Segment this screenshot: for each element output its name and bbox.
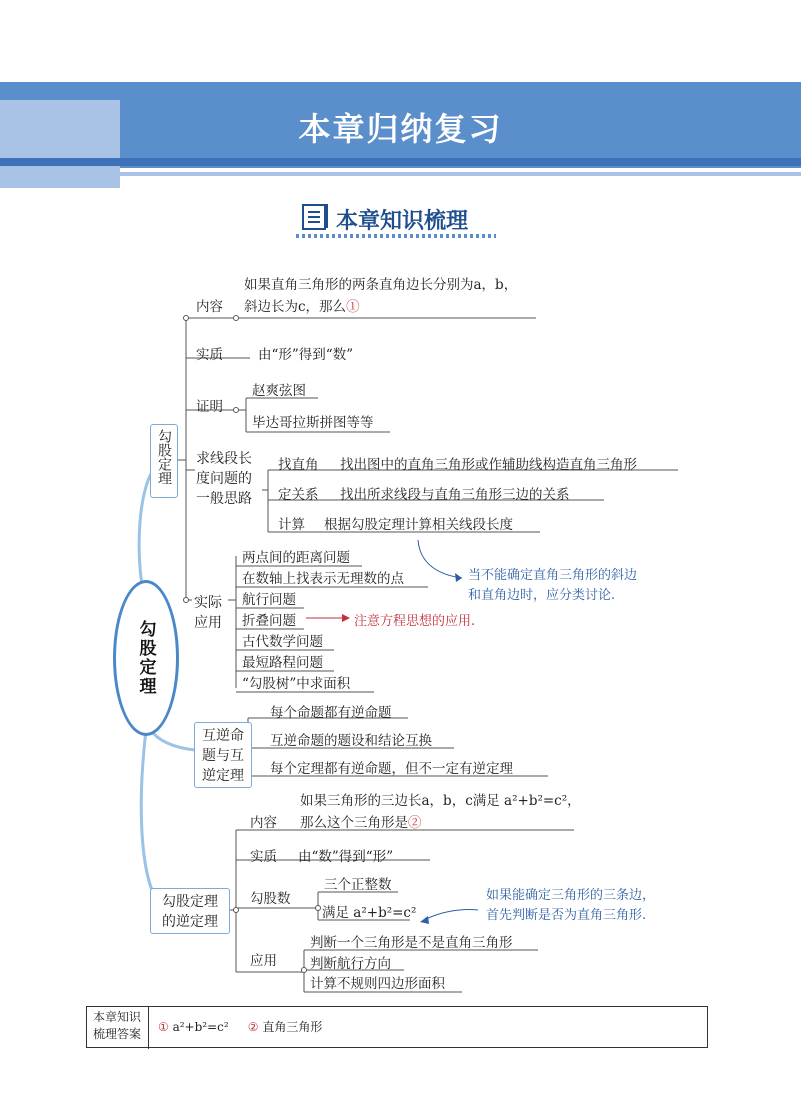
branch2-item: 每个命题都有逆命题	[270, 705, 392, 721]
root-node	[113, 580, 179, 736]
triples-label: 勾股数	[250, 891, 291, 907]
converse-application-item: 计算不规则四边形面积	[310, 976, 445, 992]
converse-application-item: 判断一个三角形是不是直角三角形	[310, 935, 513, 951]
blank-1-marker: ①	[346, 299, 360, 315]
branch1-box	[150, 424, 178, 498]
application-label-line: 实际	[194, 595, 222, 611]
note-classify	[468, 566, 637, 606]
application-item: 航行问题	[242, 592, 296, 608]
answer-label-line: 本章知识	[92, 1010, 141, 1024]
answer-2: 直角三角形	[262, 1020, 323, 1034]
converse-essence-text: 由“数”得到“形”	[298, 849, 394, 865]
note-equation: 注意方程思想的应用.	[354, 614, 476, 629]
method-step-key: 定关系	[278, 487, 319, 503]
branch3-label-line: 勾股定理	[162, 894, 218, 910]
triples-item: 三个正整数	[324, 877, 392, 893]
application-item: 在数轴上找表示无理数的点	[242, 571, 404, 587]
method-step-key: 找直角	[278, 457, 319, 473]
note-line: 和直角边时，应分类讨论.	[468, 588, 616, 603]
answer-2-marker: ②	[247, 1020, 259, 1034]
answer-label-line: 梳理答案	[92, 1027, 141, 1041]
section-title: 本章知识梳理	[336, 209, 469, 234]
converse-content-label: 内容	[250, 815, 277, 831]
method-label-line: 一般思路	[196, 491, 252, 507]
converse-application-item: 判断航行方向	[310, 956, 391, 972]
application-item: 最短路程问题	[242, 655, 323, 671]
application-item: 古代数学问题	[242, 634, 323, 650]
converse-application-label: 应用	[250, 953, 277, 969]
answer-1: a²+b²=c²	[172, 1020, 229, 1034]
blank-2-marker: ②	[408, 815, 422, 831]
branch2-label-line: 互逆命	[202, 728, 244, 744]
answer-label	[86, 1006, 149, 1049]
branch2-item: 每个定理都有逆命题，但不一定有逆定理	[270, 761, 513, 777]
proof-label: 证明	[196, 399, 223, 415]
branch3-box	[150, 888, 230, 934]
method-step-value: 找出图中的直角三角形或作辅助线构造直角三角形	[340, 457, 637, 473]
branch2-item: 互逆命题的题设和结论互换	[270, 733, 432, 749]
note-line: 首先判断是否为直角三角形.	[486, 908, 647, 923]
triples-item: 满足 a²+b²=c²	[322, 905, 417, 921]
application-label-line: 应用	[194, 615, 222, 631]
note-line: 当不能确定直角三角形的斜边	[468, 568, 638, 583]
content-line1: 如果直角三角形的两条直角边长分别为a，b，	[244, 277, 518, 293]
content-line2: 斜边长为c，那么	[244, 299, 347, 315]
essence-label: 实质	[196, 347, 223, 363]
branch2-box	[194, 722, 252, 788]
root-label: 勾股定理	[135, 620, 156, 696]
essence-text: 由“形”得到“数”	[258, 347, 354, 363]
proof-item: 赵爽弦图	[252, 383, 306, 399]
note-right-triangle	[486, 886, 655, 926]
answers	[158, 1018, 322, 1035]
method-label-line: 求线段长	[196, 451, 252, 467]
answer-1-marker: ①	[158, 1020, 169, 1034]
chapter-title: 本章归纳复习	[298, 110, 503, 148]
converse-content-line1: 如果三角形的三边长a，b，c满足 a²+b²=c²，	[300, 793, 581, 809]
method-step-value: 找出所求线段与直角三角形三边的关系	[340, 487, 570, 503]
branch2-label-line: 题与互	[202, 748, 244, 764]
application-item: 两点间的距离问题	[242, 550, 350, 566]
converse-content-line2: 那么这个三角形是	[300, 815, 408, 831]
method-label	[196, 448, 252, 508]
method-step-value: 根据勾股定理计算相关线段长度	[324, 517, 513, 533]
branch2-label-line: 逆定理	[202, 768, 244, 784]
converse-essence-label: 实质	[250, 849, 277, 865]
branch1-label: 勾股定理	[156, 429, 172, 485]
method-step-key: 计算	[278, 517, 305, 533]
application-item: “勾股树”中求面积	[242, 676, 351, 692]
proof-item: 毕达哥拉斯拼图等等	[252, 415, 374, 431]
application-item: 折叠问题	[242, 613, 296, 629]
branch3-label-line: 的逆定理	[162, 914, 218, 930]
converse-content-line2-wrap	[300, 814, 422, 832]
note-line: 如果能确定三角形的三条边，	[486, 888, 656, 903]
application-label	[194, 592, 222, 632]
content-line2-wrap	[244, 298, 360, 316]
method-label-line: 度问题的	[196, 471, 252, 487]
content-label: 内容	[196, 299, 223, 315]
